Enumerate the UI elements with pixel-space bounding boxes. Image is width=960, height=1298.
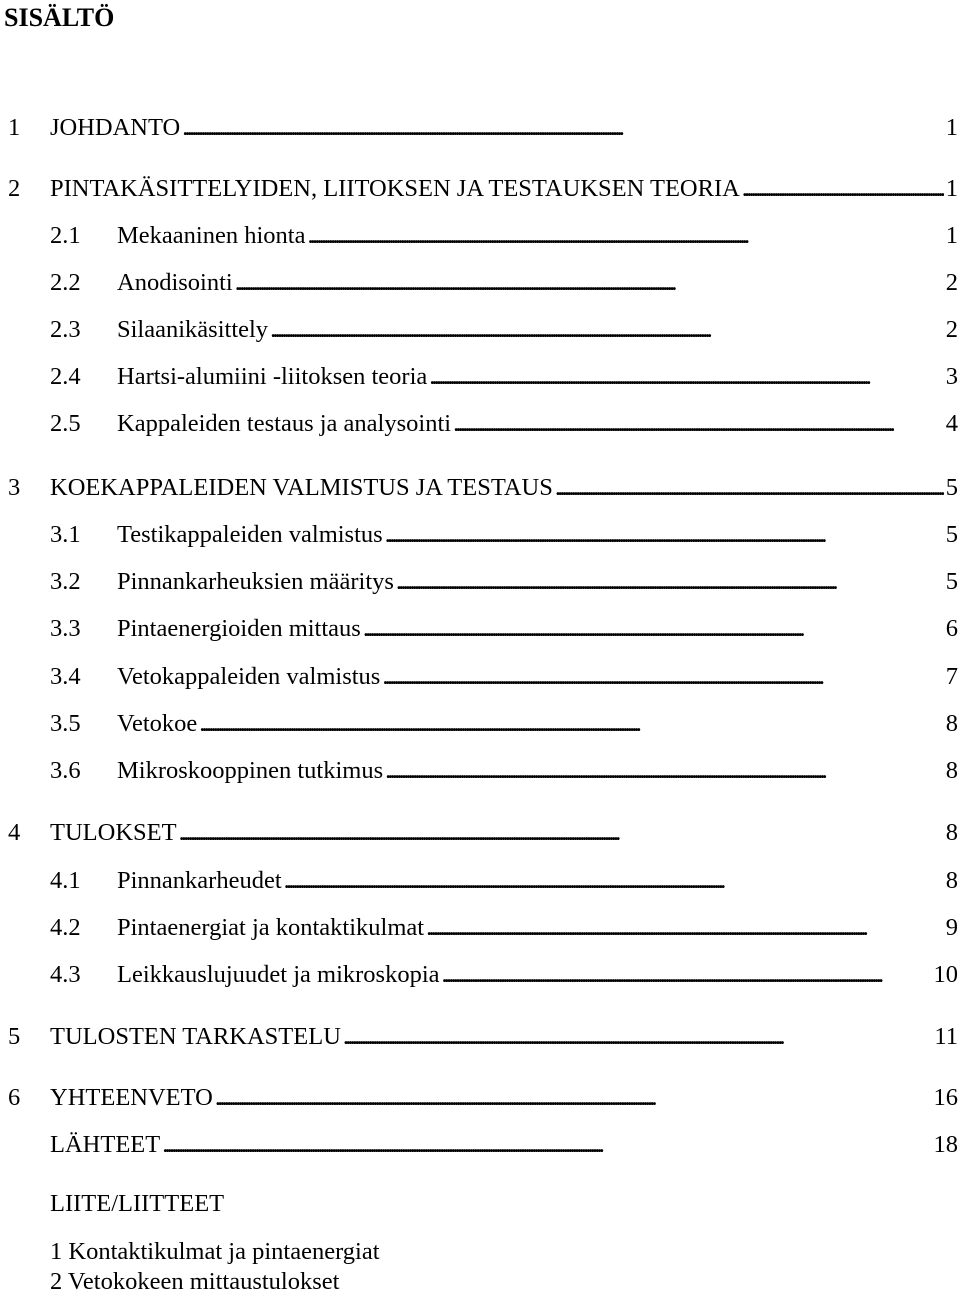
toc-entry-page: 4 <box>945 410 958 437</box>
toc-entry-page: 18 <box>933 1131 958 1158</box>
appendix-item[interactable]: 1 Kontaktikulmat ja pintaenergiat <box>50 1238 380 1265</box>
toc-entry[interactable] <box>0 865 958 897</box>
toc-entry-title: TULOKSET <box>50 819 177 846</box>
toc-entry-title: JOHDANTO <box>50 114 181 141</box>
toc-entry-page: 8 <box>945 867 958 894</box>
toc-entry[interactable] <box>0 1082 958 1114</box>
toc-entry-title: Hartsi-alumiini -liitoksen teoria <box>117 363 428 390</box>
toc-entry-page: 7 <box>945 663 958 690</box>
toc-dot-leader <box>270 314 944 346</box>
toc-dot-leader <box>343 1021 933 1053</box>
toc-entry-page: 5 <box>945 474 958 501</box>
toc-entry-title: Silaanikäsittely <box>117 316 269 343</box>
toc-dot-leader <box>199 708 943 740</box>
toc-entry-title: PINTAKÄSITTELYIDEN, LIITOKSEN JA TESTAUKSEN TEORIA <box>50 175 740 202</box>
toc-dot-leader <box>742 173 944 205</box>
toc-dot-leader <box>442 959 932 991</box>
toc-entry-number: 2.4 <box>50 363 81 390</box>
toc-entry-page: 8 <box>945 757 958 784</box>
toc-entry-number: 2 <box>8 175 21 202</box>
toc-entry[interactable] <box>0 314 958 346</box>
toc-entry[interactable] <box>0 755 958 787</box>
toc-entry-number: 2.2 <box>50 269 81 296</box>
toc-entry[interactable] <box>0 472 958 504</box>
toc-entry-number: 2.3 <box>50 316 81 343</box>
toc-dot-leader <box>363 613 944 645</box>
toc-entry[interactable] <box>0 661 958 693</box>
toc-entry-number: 2.5 <box>50 410 81 437</box>
toc-entry-page: 11 <box>934 1023 958 1050</box>
toc-entry-number: 4 <box>8 819 21 846</box>
toc-entry-number: 3.3 <box>50 615 81 642</box>
toc-entry-title: TULOSTEN TARKASTELU <box>50 1023 341 1050</box>
toc-entry-page: 6 <box>945 615 958 642</box>
toc-entry-title: Mikroskooppinen tutkimus <box>117 757 384 784</box>
toc-entry-number: 2.1 <box>50 222 81 249</box>
toc-entry-page: 5 <box>945 568 958 595</box>
toc-entry-page: 1 <box>945 222 958 249</box>
toc-entry-page: 8 <box>945 819 958 846</box>
toc-entry-title: Kappaleiden testaus ja analysointi <box>117 410 452 437</box>
toc-entry-number: 3.1 <box>50 521 81 548</box>
toc-entry-number: 4.1 <box>50 867 81 894</box>
toc-entry[interactable] <box>0 408 958 440</box>
toc-entry[interactable] <box>0 817 958 849</box>
toc-entry[interactable] <box>0 220 958 252</box>
toc-entry[interactable] <box>0 613 958 645</box>
toc-entry-number: 3.5 <box>50 710 81 737</box>
toc-entry-title: LÄHTEET <box>50 1131 161 1158</box>
toc-entry-number: 3.6 <box>50 757 81 784</box>
toc-entry-page: 5 <box>945 521 958 548</box>
toc-entry[interactable] <box>0 1129 958 1161</box>
toc-entry-number: 4.2 <box>50 914 81 941</box>
toc-entry[interactable] <box>0 912 958 944</box>
toc-entry-page: 1 <box>945 114 958 141</box>
appendix-heading: LIITE/LIITTEET <box>50 1190 225 1217</box>
toc-dot-leader <box>215 1082 932 1114</box>
toc-dot-leader <box>426 912 944 944</box>
toc-dot-leader <box>385 755 944 787</box>
toc-entry-page: 3 <box>945 363 958 390</box>
toc-dot-leader <box>382 661 943 693</box>
toc-entry-page: 16 <box>933 1084 958 1111</box>
toc-dot-leader <box>162 1129 931 1161</box>
toc-entry-number: 3.2 <box>50 568 81 595</box>
toc-entry-title: Pintaenergioiden mittaus <box>117 615 361 642</box>
toc-entry-title: Mekaaninen hionta <box>117 222 306 249</box>
toc-dot-leader <box>307 220 943 252</box>
toc-entry[interactable] <box>0 566 958 598</box>
toc-entry-title: KOEKAPPALEIDEN VALMISTUS JA TESTAUS <box>50 474 553 501</box>
toc-entry[interactable] <box>0 173 958 205</box>
toc-entry-page: 2 <box>945 316 958 343</box>
toc-dot-leader <box>453 408 944 440</box>
toc-entry-page: 8 <box>945 710 958 737</box>
toc-entry[interactable] <box>0 1021 958 1053</box>
toc-entry-title: Leikkauslujuudet ja mikroskopia <box>117 961 440 988</box>
toc-entry-title: Pinnankarheuksien määritys <box>117 568 394 595</box>
toc-entry-number: 4.3 <box>50 961 81 988</box>
toc-entry[interactable] <box>0 361 958 393</box>
toc-entry[interactable] <box>0 267 958 299</box>
toc-dot-leader <box>555 472 944 504</box>
toc-entry-title: Anodisointi <box>117 269 233 296</box>
toc-entry[interactable] <box>0 708 958 740</box>
toc-entry-number: 3 <box>8 474 21 501</box>
toc-entry-title: Testikappaleiden valmistus <box>117 521 383 548</box>
toc-entry-title: Pintaenergiat ja kontaktikulmat <box>117 914 425 941</box>
toc-entry-number: 3.4 <box>50 663 81 690</box>
toc-entry-number: 6 <box>8 1084 21 1111</box>
toc-entry-title: Vetokoe <box>117 710 198 737</box>
toc-entry-page: 1 <box>945 175 958 202</box>
toc-entry-title: Pinnankarheudet <box>117 867 282 894</box>
appendix-item[interactable]: 2 Vetokokeen mittaustulokset <box>50 1268 340 1295</box>
toc-dot-leader <box>396 566 944 598</box>
toc-entry-page: 10 <box>933 961 958 988</box>
toc-entry-number: 1 <box>8 114 21 141</box>
toc-entry-page: 2 <box>945 269 958 296</box>
toc-entry-title: Vetokappaleiden valmistus <box>117 663 381 690</box>
toc-entry[interactable] <box>0 112 958 144</box>
toc-entry-number: 5 <box>8 1023 21 1050</box>
toc-dot-leader <box>284 865 944 897</box>
toc-dot-leader <box>182 112 944 144</box>
toc-dot-leader <box>385 519 944 551</box>
toc-dot-leader <box>235 267 944 299</box>
toc-dot-leader <box>179 817 944 849</box>
toc-entry[interactable] <box>0 959 958 991</box>
toc-heading: SISÄLTÖ <box>4 3 115 32</box>
toc-entry[interactable] <box>0 519 958 551</box>
toc-dot-leader <box>429 361 943 393</box>
toc-entry-page: 9 <box>945 914 958 941</box>
toc-entry-title: YHTEENVETO <box>50 1084 213 1111</box>
